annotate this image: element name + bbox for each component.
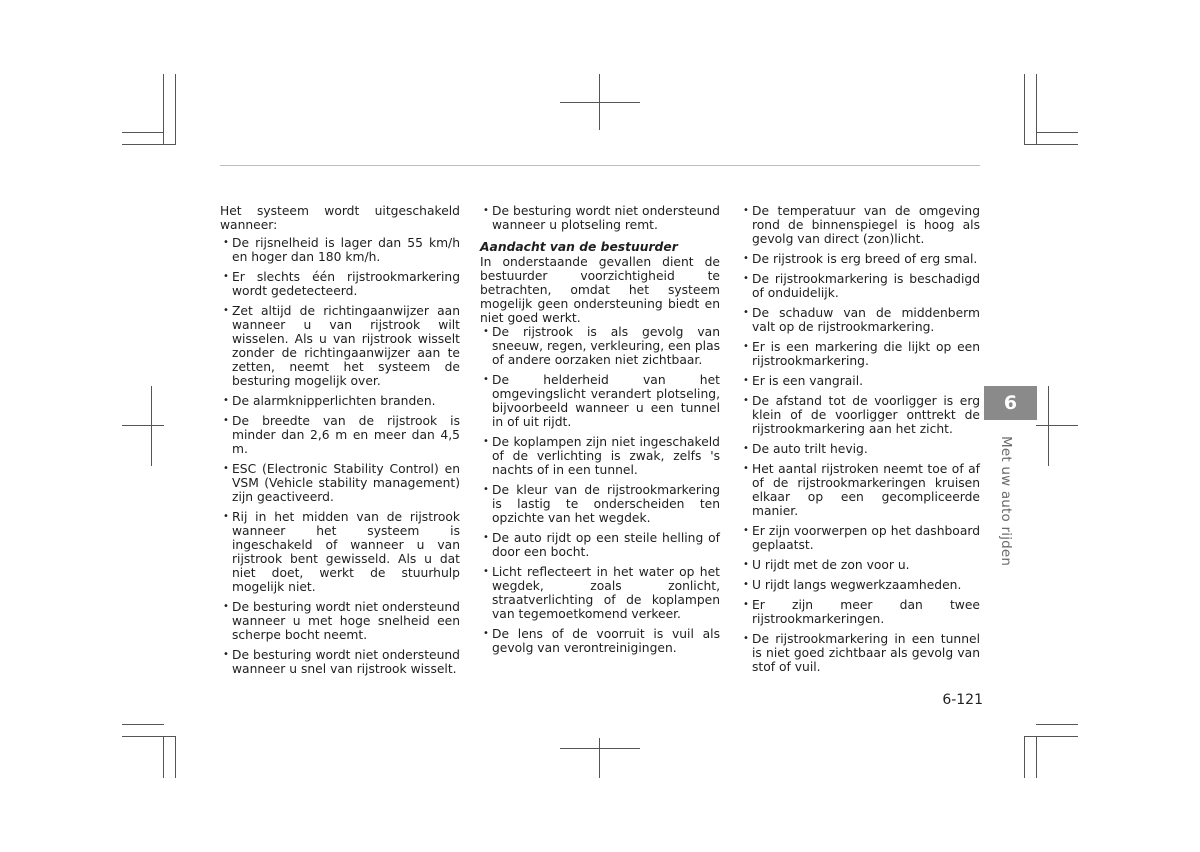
column-middle-list	[480, 325, 720, 655]
list-item: • Er zijn voorwerpen op het dashboard geplaatst.	[740, 524, 980, 552]
list-item: • De rijstrook is erg breed of erg smal.	[740, 252, 980, 266]
registration-mark	[122, 425, 164, 426]
list-item: • De rijstrookmarkering is beschadigd of onduidelijk.	[740, 272, 980, 300]
section-intro: In onderstaande gevallen dient de bestuurder voorzichtigheid te betrachten, omdat het systeem mogelijk geen ondersteuning biedt en niet goed werkt.	[480, 255, 720, 325]
crop-mark	[1036, 74, 1037, 144]
chapter-side-title: Met uw auto rijden	[998, 436, 1014, 567]
column-right-list	[740, 204, 980, 674]
column-left-list	[220, 236, 460, 676]
crop-mark	[1036, 724, 1078, 725]
list-item: • Het aantal rijstroken neemt toe of af of de rijstrookmarkeringen kruisen elkaar op een gecompliceerde manier.	[740, 462, 980, 518]
list-item: • De afstand tot de voorligger is erg klein of de voorligger onttrekt de rijstrookmarkering aan het zicht.	[740, 394, 980, 436]
crop-mark	[175, 74, 176, 144]
page-number: 6-121	[942, 692, 983, 708]
registration-mark	[1036, 425, 1078, 426]
registration-mark	[151, 386, 152, 466]
crop-mark	[1036, 736, 1037, 778]
column-left	[220, 204, 460, 682]
chapter-number-tab: 6	[984, 386, 1037, 420]
crop-mark	[122, 724, 164, 725]
header-rule	[220, 165, 980, 166]
crop-mark	[1024, 736, 1078, 737]
list-item: • U rijdt met de zon voor u.	[740, 558, 980, 572]
list-item: • De auto rijdt op een steile helling of door een bocht.	[480, 531, 720, 559]
list-item: • De besturing wordt niet ondersteund wanneer u met hoge snelheid een scherpe bocht neemt.	[220, 600, 460, 642]
list-item: • De rijsnelheid is lager dan 55 km/h en hoger dan 180 km/h.	[220, 236, 460, 264]
crop-mark	[122, 736, 176, 737]
crop-mark	[122, 144, 176, 145]
section-heading: Aandacht van de bestuurder	[480, 240, 678, 254]
crop-mark	[122, 132, 164, 133]
list-item: • U rijdt langs wegwerkzaamheden.	[740, 578, 980, 592]
list-item: • De rijstrook is als gevolg van sneeuw, regen, verkleuring, een plas of andere oorzaken niet zichtbaar.	[480, 325, 720, 367]
registration-mark	[1048, 386, 1049, 466]
crop-mark	[1024, 74, 1025, 144]
registration-mark	[560, 102, 640, 103]
crop-mark	[163, 74, 164, 144]
list-item: • Er is een markering die lijkt op een rijstrookmarkering.	[740, 340, 980, 368]
column-middle-top-list	[480, 204, 720, 232]
crop-mark	[1024, 736, 1025, 778]
column-middle	[480, 204, 720, 661]
list-item: • Er zijn meer dan twee rijstrookmarkeringen.	[740, 598, 980, 626]
list-item: • ESC (Electronic Stability Control) en VSM (Vehicle stability management) zijn geactiveerd.	[220, 462, 460, 504]
list-item: • De schaduw van de middenberm valt op de rijstrookmarkering.	[740, 306, 980, 334]
column-right	[740, 204, 980, 680]
list-item: • Rij in het midden van de rijstrook wanneer het systeem is ingeschakeld of wanneer u van rijstrook bent gewisseld. Als u dat niet doet, werkt de stuurhulp mogelijk niet.	[220, 510, 460, 594]
crop-mark	[1024, 144, 1078, 145]
column-left-intro: Het systeem wordt uitgeschakeld wanneer:	[220, 204, 460, 232]
list-item: • De besturing wordt niet ondersteund wanneer u plotseling remt.	[480, 204, 720, 232]
list-item: • De rijstrookmarkering in een tunnel is niet goed zichtbaar als gevolg van stof of vuil.	[740, 632, 980, 674]
list-item: • Zet altijd de richtingaanwijzer aan wanneer u van rijstrook wilt wisselen. Als u van rijstrook wisselt zonder de richtingaanwijzer aan te zetten, neemt het systeem de besturing mogelijk over.	[220, 304, 460, 388]
list-item: • Licht reflecteert in het water op het wegdek, zoals zonlicht, straatverlichting of de koplampen van tegemoetkomend verkeer.	[480, 565, 720, 621]
crop-mark	[1036, 132, 1078, 133]
crop-mark	[175, 736, 176, 778]
registration-mark	[599, 738, 600, 778]
list-item: • De kleur van de rijstrookmarkering is lastig te onderscheiden ten opzichte van het wegdek.	[480, 483, 720, 525]
list-item: • De auto trilt hevig.	[740, 442, 980, 456]
list-item: • De besturing wordt niet ondersteund wanneer u snel van rijstrook wisselt.	[220, 648, 460, 676]
list-item: • De lens of de voorruit is vuil als gevolg van verontreinigingen.	[480, 627, 720, 655]
list-item: • Er slechts één rijstrookmarkering wordt gedetecteerd.	[220, 270, 460, 298]
list-item: • De helderheid van het omgevingslicht verandert plotseling, bijvoorbeeld wanneer u een tunnel in of uit rijdt.	[480, 373, 720, 429]
list-item: • De temperatuur van de omgeving rond de binnenspiegel is hoog als gevolg van direct (zon)licht.	[740, 204, 980, 246]
list-item: • De breedte van de rijstrook is minder dan 2,6 m en meer dan 4,5 m.	[220, 414, 460, 456]
list-item: • Er is een vangrail.	[740, 374, 980, 388]
registration-mark	[599, 74, 600, 130]
list-item: • De alarmknipperlichten branden.	[220, 394, 460, 408]
list-item: • De koplampen zijn niet ingeschakeld of de verlichting is zwak, zelfs 's nachts of in een tunnel.	[480, 435, 720, 477]
crop-mark	[163, 736, 164, 778]
registration-mark	[560, 748, 640, 749]
